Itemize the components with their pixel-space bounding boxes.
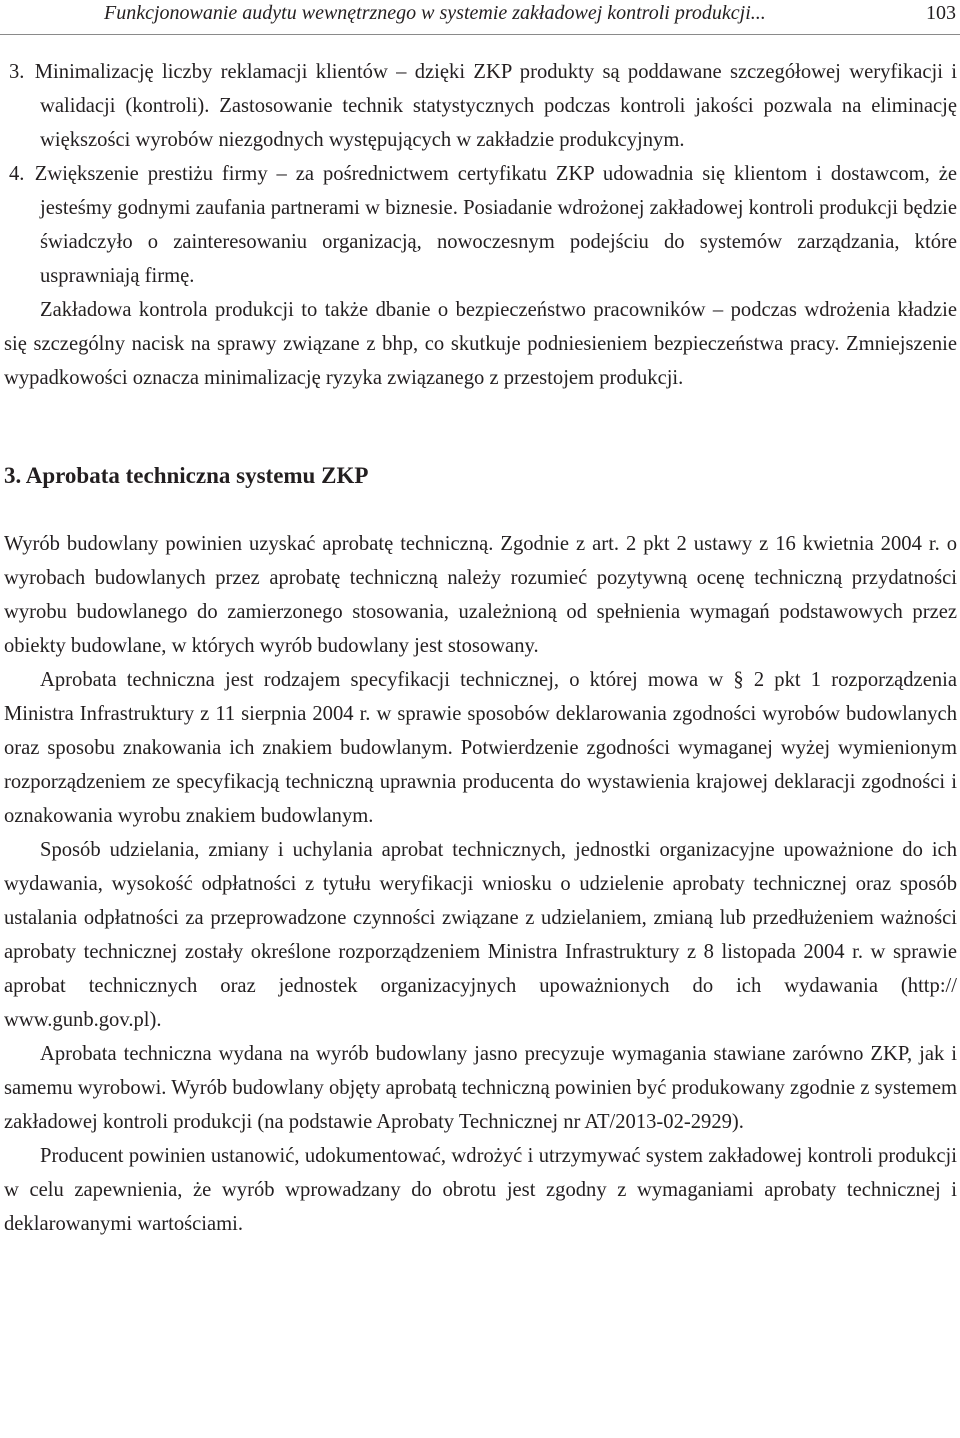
- list-item-3: 3. Minimalizację liczby reklamacji klientów – dzięki ZKP produkty są poddawane szczegółowej weryfikacji i walidacji (kontroli). Zastosowanie technik statystycznych podczas kontroli jakości pozwala na eliminację większości wyrobów niezgodnych występujących w zakładzie produkcyjnym.: [9, 61, 957, 151]
- paragraph-2: Aprobata techniczna jest rodzajem specyfikacji technicznej, o której mowa w § 2 pkt 1 rozporządzenia Ministra Infrastruktury z 11 sierpnia 2004 r. w sprawie sposobów deklarowania zgodności wyrobów budowlanych oraz sposobu znakowania ich znakiem budowlanym. Potwierdzenie zgodności wymaganej wyżej wymienionym rozporządzeniem ze specyfikacją techniczną uprawnia producenta do wystawienia krajowej deklaracji zgodności i oznakowania wyrobu znakiem budowlanym.: [4, 669, 957, 827]
- list-item-4: 4. Zwiększenie prestiżu firmy – za pośrednictwem certyfikatu ZKP udowadnia się klientom i dostawcom, że jesteśmy godnymi zaufania partnerami w biznesie. Posiadanie wdrożonej zakładowej kontroli produkcji będzie świadczyło o zainteresowaniu organizacją, nowoczesnym podejściu do systemów zarządzania, które usprawniają firmę.: [9, 163, 957, 287]
- paragraph-1: Wyrób budowlany powinien uzyskać aprobatę techniczną. Zgodnie z art. 2 pkt 2 ustawy z 16 kwietnia 2004 r. o wyrobach budowlanych przez aprobatę techniczną należy rozumieć pozytywną ocenę techniczną przydatności wyrobu budowlanego do zamierzonego stosowania, uzależnioną od spełnienia wymagań podstawowych przez obiekty budowlane, w których wyrób budowlany jest stosowany.: [4, 533, 957, 657]
- page-body: [4, 55, 957, 1241]
- paragraph-4: Aprobata techniczna wydana na wyrób budowlany jasno precyzuje wymagania stawiane zarówno ZKP, jak i samemu wyrobowi. Wyrób budowlany objęty aprobatą techniczną powinien być produkowany zgodnie z systemem zakładowej kontroli produkcji (na podstawie Aprobaty Technicznej nr AT/2013-02-2929).: [4, 1043, 957, 1133]
- running-header: [0, 0, 960, 35]
- paragraph-safety: Zakładowa kontrola produkcji to także dbanie o bezpieczeństwo pracowników – podczas wdrożenia kładzie się szczególny nacisk na sprawy związane z bhp, co skutkuje podniesieniem bezpieczeństwa pracy. Zmniejszenie wypadkowości oznacza minimalizację ryzyka związanego z przestojem produkcji.: [4, 299, 957, 389]
- running-title: Funkcjonowanie audytu wewnętrznego w systemie zakładowej kontroli produkcji...: [104, 2, 766, 24]
- section-heading: 3. Aprobata techniczna systemu ZKP: [4, 463, 369, 488]
- paragraph-3: Sposób udzielania, zmiany i uchylania aprobat technicznych, jednostki organizacyjne upoważnione do ich wydawania, wysokość odpłatności z tytułu weryfikacji wniosku o udzielenie aprobaty technicznej oraz sposób ustalania odpłatności za przeprowadzone czynności związane z udzielaniem, zmianą lub przedłużeniem ważności aprobaty technicznej zostały określone rozporządzeniem Ministra Infrastruktury z 8 listopada 2004 r. w sprawie aprobat technicznych oraz jednostek organizacyjnych upoważnionych do ich wydawania (http:// www.gunb.gov.pl).: [4, 839, 957, 1031]
- paragraph-5: Producent powinien ustanowić, udokumentować, wdrożyć i utrzymywać system zakładowej kontroli produkcji w celu zapewnienia, że wyrób wprowadzany do obrotu jest zgodny z wymaganiami aprobaty technicznej i deklarowanymi wartościami.: [4, 1145, 957, 1235]
- page-number: 103: [926, 2, 956, 24]
